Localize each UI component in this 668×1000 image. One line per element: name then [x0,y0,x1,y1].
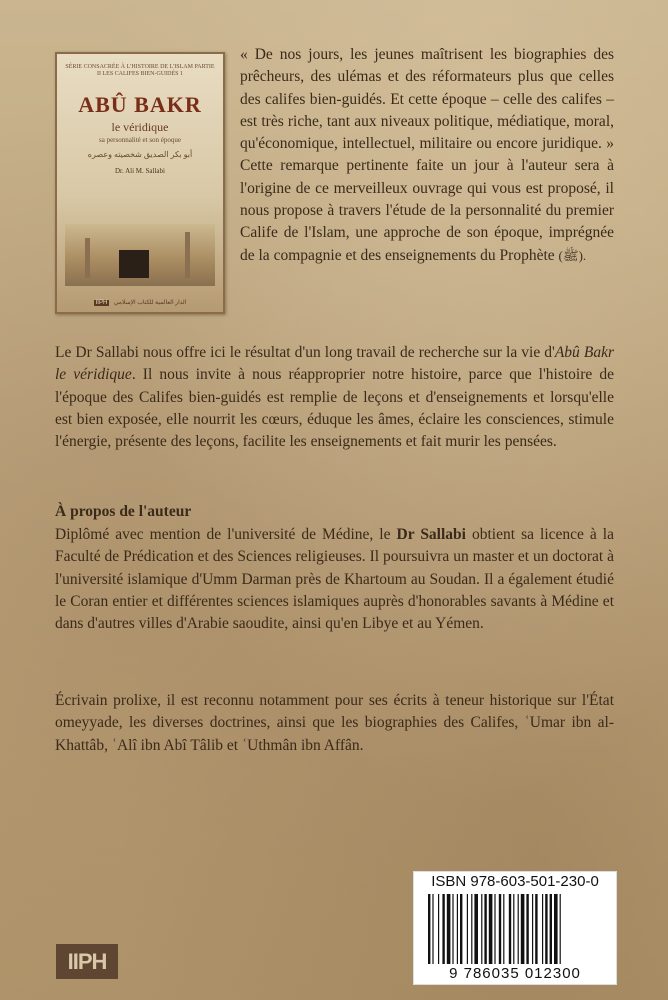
prophet-salutation: (ﷺ). [558,247,587,263]
intro-text-start: Le Dr Sallabi nous offre ici le résultat d'un long travail de recherche sur la vie d' [55,344,555,361]
cover-author: Dr. Ali M. Sallabi [115,167,165,175]
intro-text-end: . Il nous invite à nous réapproprier notre histoire, parce que l'histoire de l'époque des Califes bien-guidés est remplie de leçons et d'enseignements et lorsqu'elle est bien exposée, elle nourrit les cœurs, éduque les âmes, éclaire les consciences, stimule l'énergie, présente des leçons, facilite les enseignements et fait murir les pensées. [55,366,614,451]
barcode-icon [426,894,606,964]
book-title-italic: Abû Bakr le véridique [55,344,614,384]
cover-publisher-arabic: الدار العالمية للكتاب الإسلامي [113,300,187,306]
quote-text: « De nos jours, les jeunes maîtrisent les biographies des prêcheurs, des ulémas et des réformateurs plus que celles des califes bien-guidés. Et cette époque – celle des califes – est très riche, tant aux niveaux politique, médiatique, moral, qu'économique, intellectuel, militaire ou encore juridique. » Cette remarque pertinente faite un jour à l'auteur sera à l'origine de ce merveilleux ouvrage qui vous est proposé, il nous propose à travers l'étude de la personnalité du premier Calife de l'Islam, une approche de son époque, imprégnée de la compagnie et des enseignements du Prophète [240,46,614,264]
cover-footer [57,299,223,306]
cover-arabic-title: أبو بكر الصديق شخصيته وعصره [87,150,193,159]
cover-series-text: SÉRIE CONSACRÉE À L'HISTOIRE DE L'ISLAM PARTIE II LES CALIFES BIEN-GUIDÉS 1 [65,64,215,77]
author-bio-paragraph [55,524,614,635]
isbn-barcode [413,871,617,985]
bio-text-start: Diplômé avec mention de l'université de Médine, le [55,526,397,543]
cover-subtitle-2: sa personnalité et son époque [98,136,182,144]
about-author-heading: À propos de l'auteur [55,503,192,520]
cover-title: ABÛ BAKR [78,92,202,117]
front-cover-thumbnail [55,52,225,314]
intro-paragraph [55,342,614,453]
opening-quote [240,44,614,267]
cover-kaaba-illustration [65,224,215,286]
barcode-number: 9 786035 012300 [449,965,581,982]
author-works-paragraph: Écrivain prolixe, il est reconnu notamment pour ses écrits à teneur historique sur l'État omeyyade, les diverses doctrines, ainsi que les biographies des Califes, ʿUmar ibn al-Khattâb, ʿAlî ibn Abî Tâlib et ʿUthmân ibn Affân. [55,692,614,754]
cover-subtitle: le véridique [111,120,169,134]
cover-publisher-logo: IIPH [95,300,108,306]
isbn-label: ISBN 978-603-501-230-0 [431,873,599,890]
bio-text-end: obtient sa licence à la Faculté de Prédication et des Sciences religieuses. Il poursuivra un master et un doctorat à l'université islamique d'Umm Darman près de Khartoum au Soudan. Il a également étudié le Coran entier et différentes sciences islamiques auprès d'honorables savants à Médine et dans d'autres villes d'Arabie saoudite, ainsi qu'en Libye et au Yémen. [55,526,614,633]
publisher-logo: IIPH [56,944,118,979]
author-name-bold: Dr Sallabi [396,526,466,543]
